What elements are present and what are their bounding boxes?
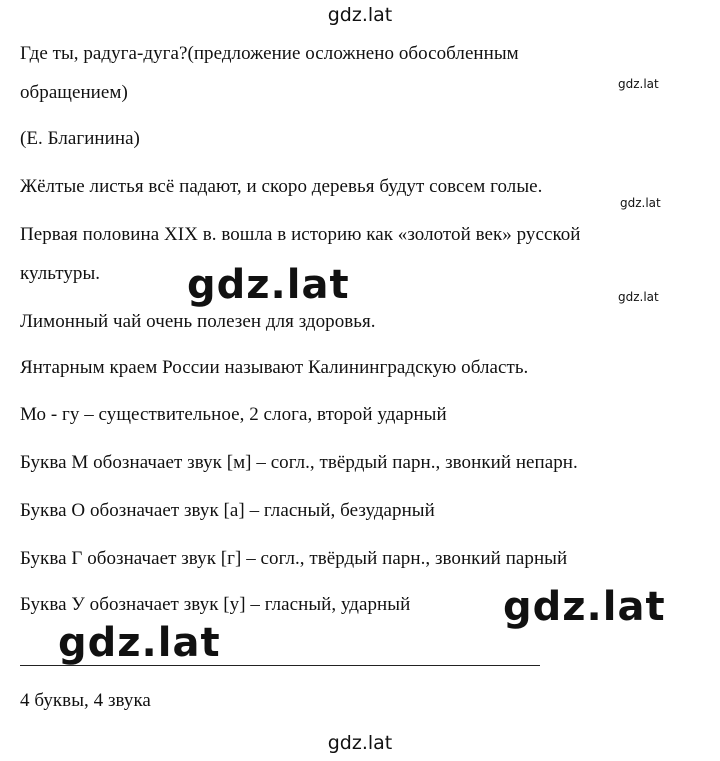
text-line-2: обращением) <box>20 82 128 103</box>
text-line-9: Мо - гу – существительное, 2 слога, второй ударный <box>20 404 447 425</box>
text-line-6: культуры. <box>20 263 101 284</box>
watermark-big-3: gdz.lat <box>58 620 221 666</box>
watermark-top: gdz.lat <box>327 4 393 26</box>
text-line-5: Первая половина XIX в. вошла в историю как «золотой век» русской <box>20 224 581 245</box>
text-line-7: Лимонный чай очень полезен для здоровья. <box>20 311 376 332</box>
watermark-small-3: gdz.lat <box>618 290 659 304</box>
text-line-10: Буква М обозначает звук [м] – согл., твёрдый парн., звонкий непарн. <box>20 452 578 473</box>
text-line-12: Буква Г обозначает звук [г] – согл., твёрдый парн., звонкий парный <box>20 548 568 569</box>
text-line-8: Янтарным краем России называют Калининградскую область. <box>20 357 529 378</box>
watermark-small-1: gdz.lat <box>618 77 659 91</box>
watermark-small-2: gdz.lat <box>620 196 661 210</box>
text-line-1: Где ты, радуга-дуга?(предложение осложнено обособленным <box>20 43 519 64</box>
watermark-bottom: gdz.lat <box>327 732 393 754</box>
text-line-14: 4 буквы, 4 звука <box>20 690 151 711</box>
watermark-big-2: gdz.lat <box>503 584 666 630</box>
text-line-11: Буква О обозначает звук [а] – гласный, безударный <box>20 500 435 521</box>
watermark-big-1: gdz.lat <box>187 262 350 308</box>
text-line-3: (Е. Благинина) <box>20 128 140 149</box>
text-line-13: Буква У обозначает звук [у] – гласный, ударный <box>20 594 411 615</box>
text-line-4: Жёлтые листья всё падают, и скоро деревья будут совсем голые. <box>20 176 543 197</box>
